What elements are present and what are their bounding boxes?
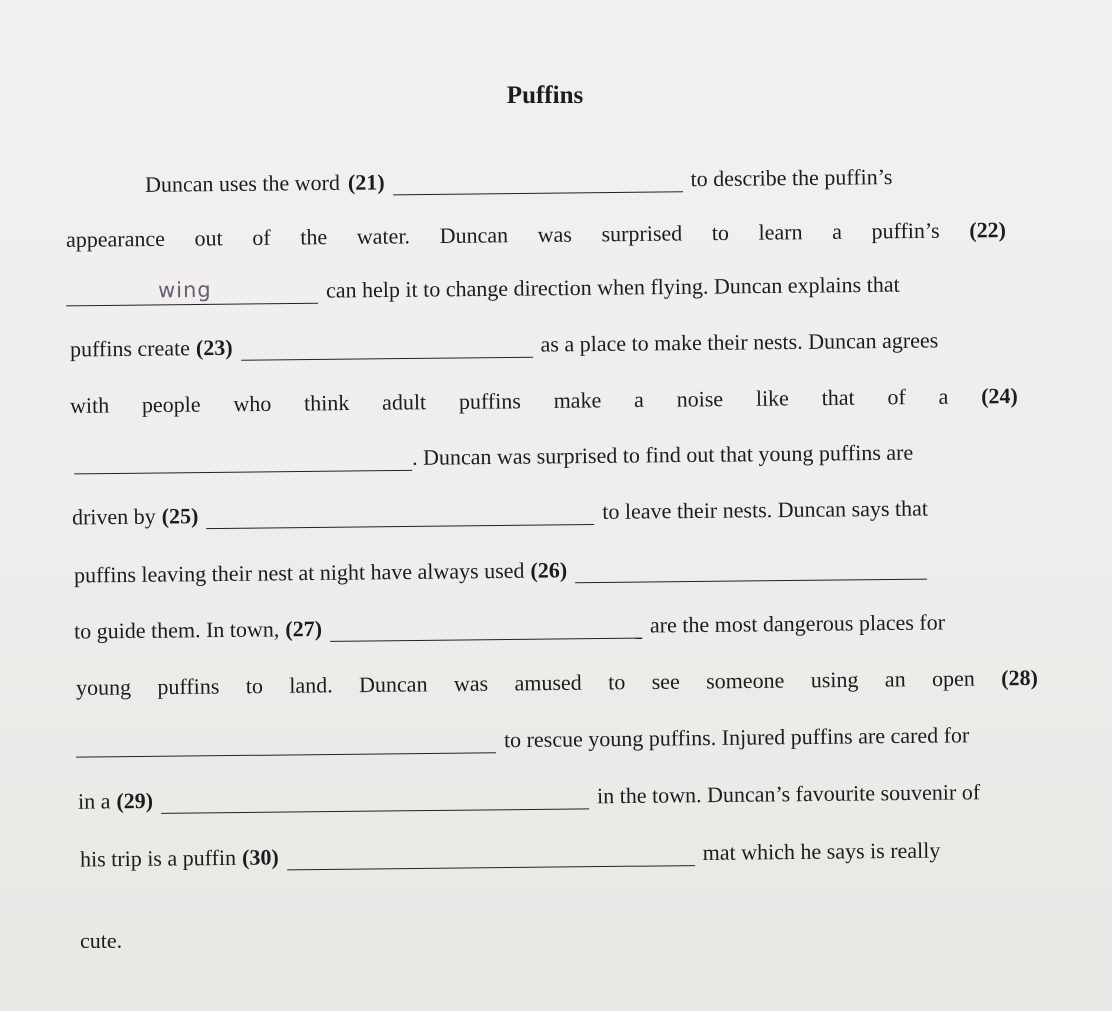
word: using bbox=[810, 666, 859, 693]
answer-blank-23[interactable] bbox=[240, 333, 532, 361]
line-text: in a bbox=[77, 788, 111, 814]
word: an bbox=[884, 666, 906, 692]
word: appearance bbox=[65, 225, 166, 252]
word: puffin’s bbox=[871, 217, 940, 244]
answer-blank-26[interactable] bbox=[575, 555, 927, 584]
line-text: puffins create bbox=[69, 335, 191, 362]
text-line-10 bbox=[76, 665, 1038, 701]
line-text: . Duncan was surprised to find out that young puffins are bbox=[411, 439, 914, 470]
word: adult bbox=[381, 389, 427, 415]
line-text: driven by bbox=[71, 503, 156, 530]
word: a bbox=[938, 383, 949, 409]
question-number-24: (24) bbox=[981, 383, 1018, 409]
text-line-12 bbox=[78, 779, 980, 814]
text-line-4 bbox=[70, 327, 938, 362]
word: of bbox=[252, 224, 271, 250]
answer-blank-24[interactable] bbox=[74, 446, 412, 475]
question-number-29: (29) bbox=[116, 787, 154, 814]
question-number-27: (27) bbox=[285, 615, 323, 642]
word: young bbox=[75, 674, 132, 701]
word: Duncan bbox=[439, 222, 509, 249]
word: puffins bbox=[157, 673, 220, 700]
word: puffins bbox=[458, 388, 521, 414]
word: of bbox=[887, 384, 906, 410]
line-text: can help it to change direction when flying. Duncan explains that bbox=[325, 271, 900, 303]
word: a bbox=[633, 386, 644, 413]
word: was bbox=[537, 221, 573, 247]
text-line-8 bbox=[74, 553, 935, 588]
question-number-21: (21) bbox=[347, 169, 385, 195]
word: a bbox=[832, 218, 843, 244]
word: with bbox=[69, 392, 110, 418]
text-line-14 bbox=[80, 928, 122, 954]
text-line-7 bbox=[72, 496, 928, 531]
answer-blank-21[interactable] bbox=[392, 167, 682, 195]
text-line-6 bbox=[74, 440, 913, 475]
text-line-11 bbox=[76, 722, 970, 757]
line-text: as a place to make their nests. Duncan agrees bbox=[540, 327, 939, 357]
word: open bbox=[931, 665, 975, 692]
text-line-5 bbox=[70, 383, 1018, 419]
answer-blank-27[interactable] bbox=[330, 614, 642, 642]
handwritten-answer: wing bbox=[157, 277, 212, 303]
line-text: Duncan uses the word bbox=[144, 169, 341, 197]
word: land. bbox=[289, 672, 333, 698]
line-text: his trip is a puffin bbox=[79, 844, 237, 872]
answer-blank-29[interactable] bbox=[161, 784, 589, 813]
line-text: mat which he says is really bbox=[702, 837, 941, 865]
text-line-3 bbox=[66, 272, 900, 307]
text-line-1 bbox=[145, 164, 893, 198]
line-text: to guide them. In town, bbox=[73, 616, 280, 644]
line-text: to describe the puffin’s bbox=[690, 164, 893, 192]
word: like bbox=[755, 385, 790, 411]
text-line-9 bbox=[74, 609, 945, 644]
line-text: to leave their nests. Duncan says that bbox=[602, 495, 929, 524]
word: to bbox=[608, 669, 626, 695]
word: was bbox=[453, 670, 489, 697]
word: surprised bbox=[601, 220, 683, 247]
line-text: to rescue young puffins. Injured puffins are cared for bbox=[503, 722, 970, 753]
word: water. bbox=[356, 223, 411, 249]
word: someone bbox=[706, 667, 785, 694]
question-number-22: (22) bbox=[969, 217, 1007, 243]
word: that bbox=[821, 384, 855, 411]
word: to bbox=[711, 219, 730, 246]
word: out bbox=[194, 225, 223, 251]
question-number-23: (23) bbox=[195, 334, 233, 361]
text-line-2 bbox=[66, 217, 1006, 253]
answer-blank-30[interactable] bbox=[287, 841, 695, 870]
question-number-30: (30) bbox=[241, 844, 279, 870]
line-text: in the town. Duncan’s favourite souvenir of bbox=[596, 779, 981, 809]
text-line-13 bbox=[80, 837, 941, 872]
answer-blank-22[interactable] bbox=[66, 279, 318, 307]
word: learn bbox=[758, 219, 803, 245]
word: think bbox=[303, 390, 350, 416]
word: who bbox=[233, 390, 272, 417]
answer-blank-28[interactable] bbox=[76, 728, 496, 757]
line-text: cute. bbox=[80, 928, 123, 953]
word: people bbox=[141, 391, 201, 418]
word: see bbox=[651, 668, 680, 695]
question-number-26: (26) bbox=[530, 557, 568, 583]
line-text: puffins leaving their nest at night have always used bbox=[73, 557, 525, 588]
word: the bbox=[300, 224, 328, 250]
word: make bbox=[553, 387, 602, 413]
word: to bbox=[245, 673, 264, 699]
word: noise bbox=[676, 386, 724, 412]
question-number-25: (25) bbox=[161, 503, 199, 529]
word: amused bbox=[514, 669, 582, 696]
page-title: Puffins bbox=[506, 82, 584, 109]
line-text: are the most dangerous places for bbox=[649, 609, 946, 638]
answer-blank-25[interactable] bbox=[206, 500, 594, 529]
word: Duncan bbox=[358, 671, 428, 698]
question-number-28: (28) bbox=[1001, 664, 1038, 691]
